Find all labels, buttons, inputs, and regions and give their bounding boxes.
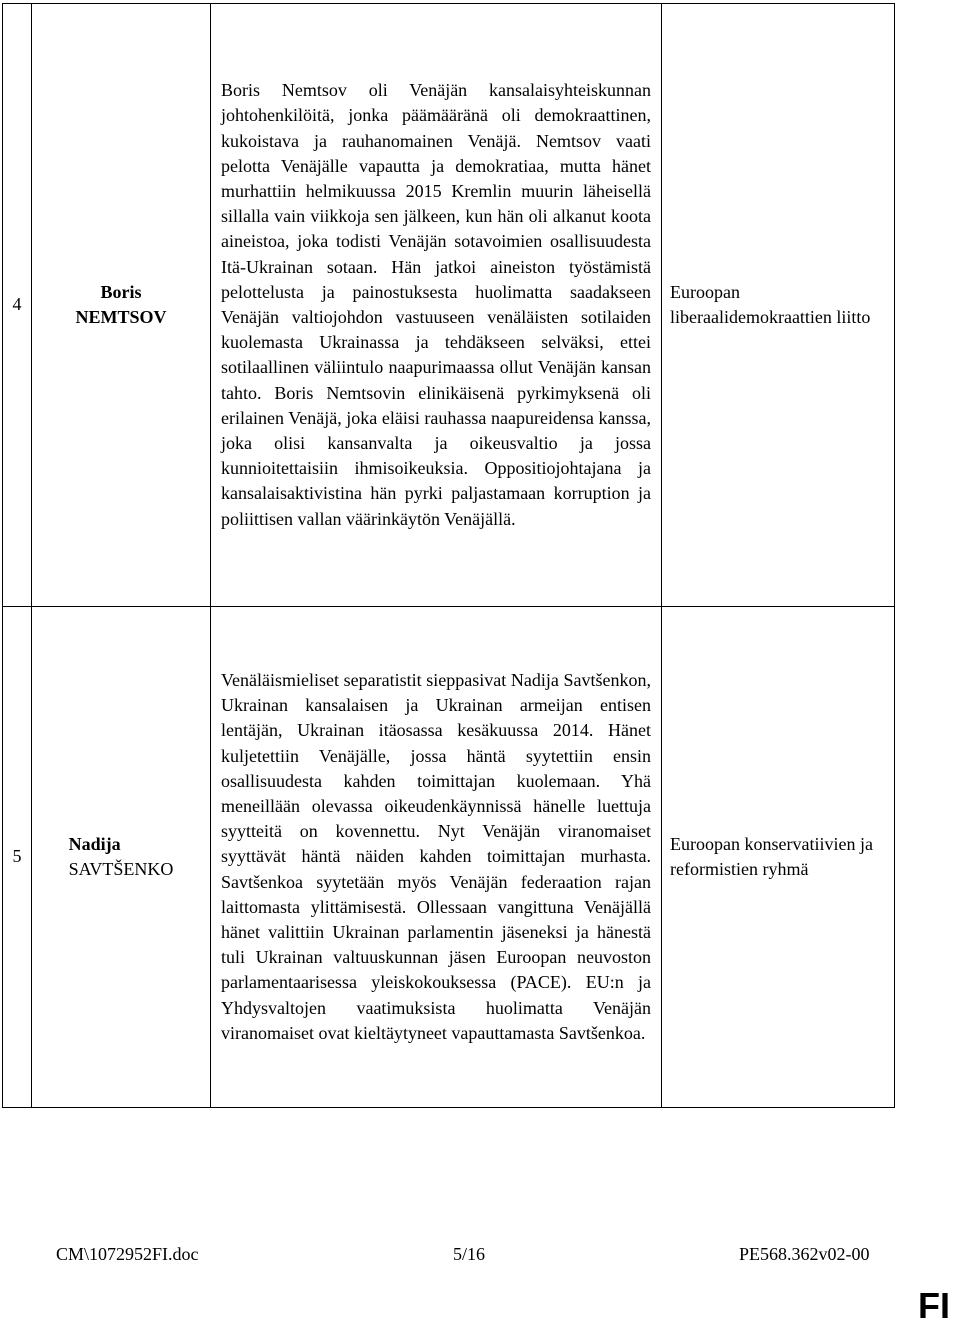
page-number: 5/16 bbox=[453, 1244, 486, 1264]
row-number: 4 bbox=[3, 4, 32, 607]
page-footer bbox=[0, 1240, 960, 1268]
table-row bbox=[3, 4, 895, 607]
nominee-description: Venäläismieliset separatistit sieppasivat Nadija Savtšenkon, Ukrainan kansalaisen ja Ukrainan armeijan entisen lentäjän, Ukrainan itäosassa kesäkuussa 2014. Hänet kuljetettiin Venäjälle, jossa häntä syytettiin ensin osallisuudesta kahden toimittajan kuolemaan. Yhä meneillään olevassa oikeudenkäynnissä hänelle luettuja syytteitä on kovennettu. Nyt Venäjän viranomaiset syyttävät häntä näiden kahden toimittajan murhasta. Savtšenkoa syytetään myös Venäjän federaation rajan laittomasta ylittämisestä. Ollessaan vangittuna Venäjällä hänet valittiin Ukrainan parlamentin jäseneksi ja hänestä tuli Ukrainan valtuuskunnan jäsen Euroopan neuvoston parlamentaarisessa yleiskokouksessa (PACE). EU:n ja Yhdysvaltojen vaatimuksista huolimatta Venäjän viranomaiset ovat kieltäytyneet vapauttamasta Savtšenkoa. bbox=[211, 607, 662, 1108]
nominee-last-name: NEMTSOV bbox=[75, 307, 167, 327]
political-group: Euroopan liberaalidemokraattien liitto bbox=[662, 4, 895, 607]
nominee-name-cell bbox=[32, 4, 211, 607]
nominee-description: Boris Nemtsov oli Venäjän kansalaisyhteiskunnan johtohenkilöitä, jonka päämääränä oli demokraattinen, kukoistava ja rauhanomainen Venäjä. Nemtsov vaati pelotta Venäjälle vapautta ja demokratiaa, mutta hänet murhattiin helmikuussa 2015 Kremlin muurin läheisellä sillalla vain viikkoja sen jälkeen, kun hän oli alkanut koota aineistoa, joka todisti Venäjän sotavoimien osallisuudesta Itä-Ukrainan sotaan. Hän jatkoi aineiston työstämistä pelottelusta ja painostuksesta huolimatta saadakseen Venäjän valtiojohdon vastuuseen venäläisten sotilaiden kuolemasta Ukrainassa ja tehdäkseen selväksi, ettei sotilaallinen väliintulo naapurimaassa ollut Venäjän kansan tahto. Boris Nemtsovin elinikäisenä pyrkimyksenä oli erilainen Venäjä, joka eläisi rauhassa naapureidensa kanssa, joka olisi kansanvalta ja oikeusvaltio ja jossa kunnioitettaisiin ihmisoikeuksia. Oppositiojohtajana ja kansalaisaktivistina hän pyrki paljastamaan korruption ja poliittisen vallan väärinkäytön Venäjällä. bbox=[211, 4, 662, 607]
table-row bbox=[3, 607, 895, 1108]
nominees-table bbox=[2, 3, 895, 1108]
nominee-name-cell bbox=[32, 607, 211, 1108]
row-number: 5 bbox=[3, 607, 32, 1108]
language-code: FI bbox=[918, 1285, 950, 1326]
political-group: Euroopan konservatiivien ja reformistien ryhmä bbox=[662, 607, 895, 1108]
nominee-last-name: SAVTŠENKO bbox=[68, 859, 174, 879]
nominee-first-name: Boris bbox=[100, 281, 142, 302]
document-number: PE568.362v02-00 bbox=[739, 1244, 870, 1264]
document-reference: CM\1072952FI.doc bbox=[56, 1244, 199, 1264]
nominee-first-name: Nadija bbox=[68, 833, 121, 854]
